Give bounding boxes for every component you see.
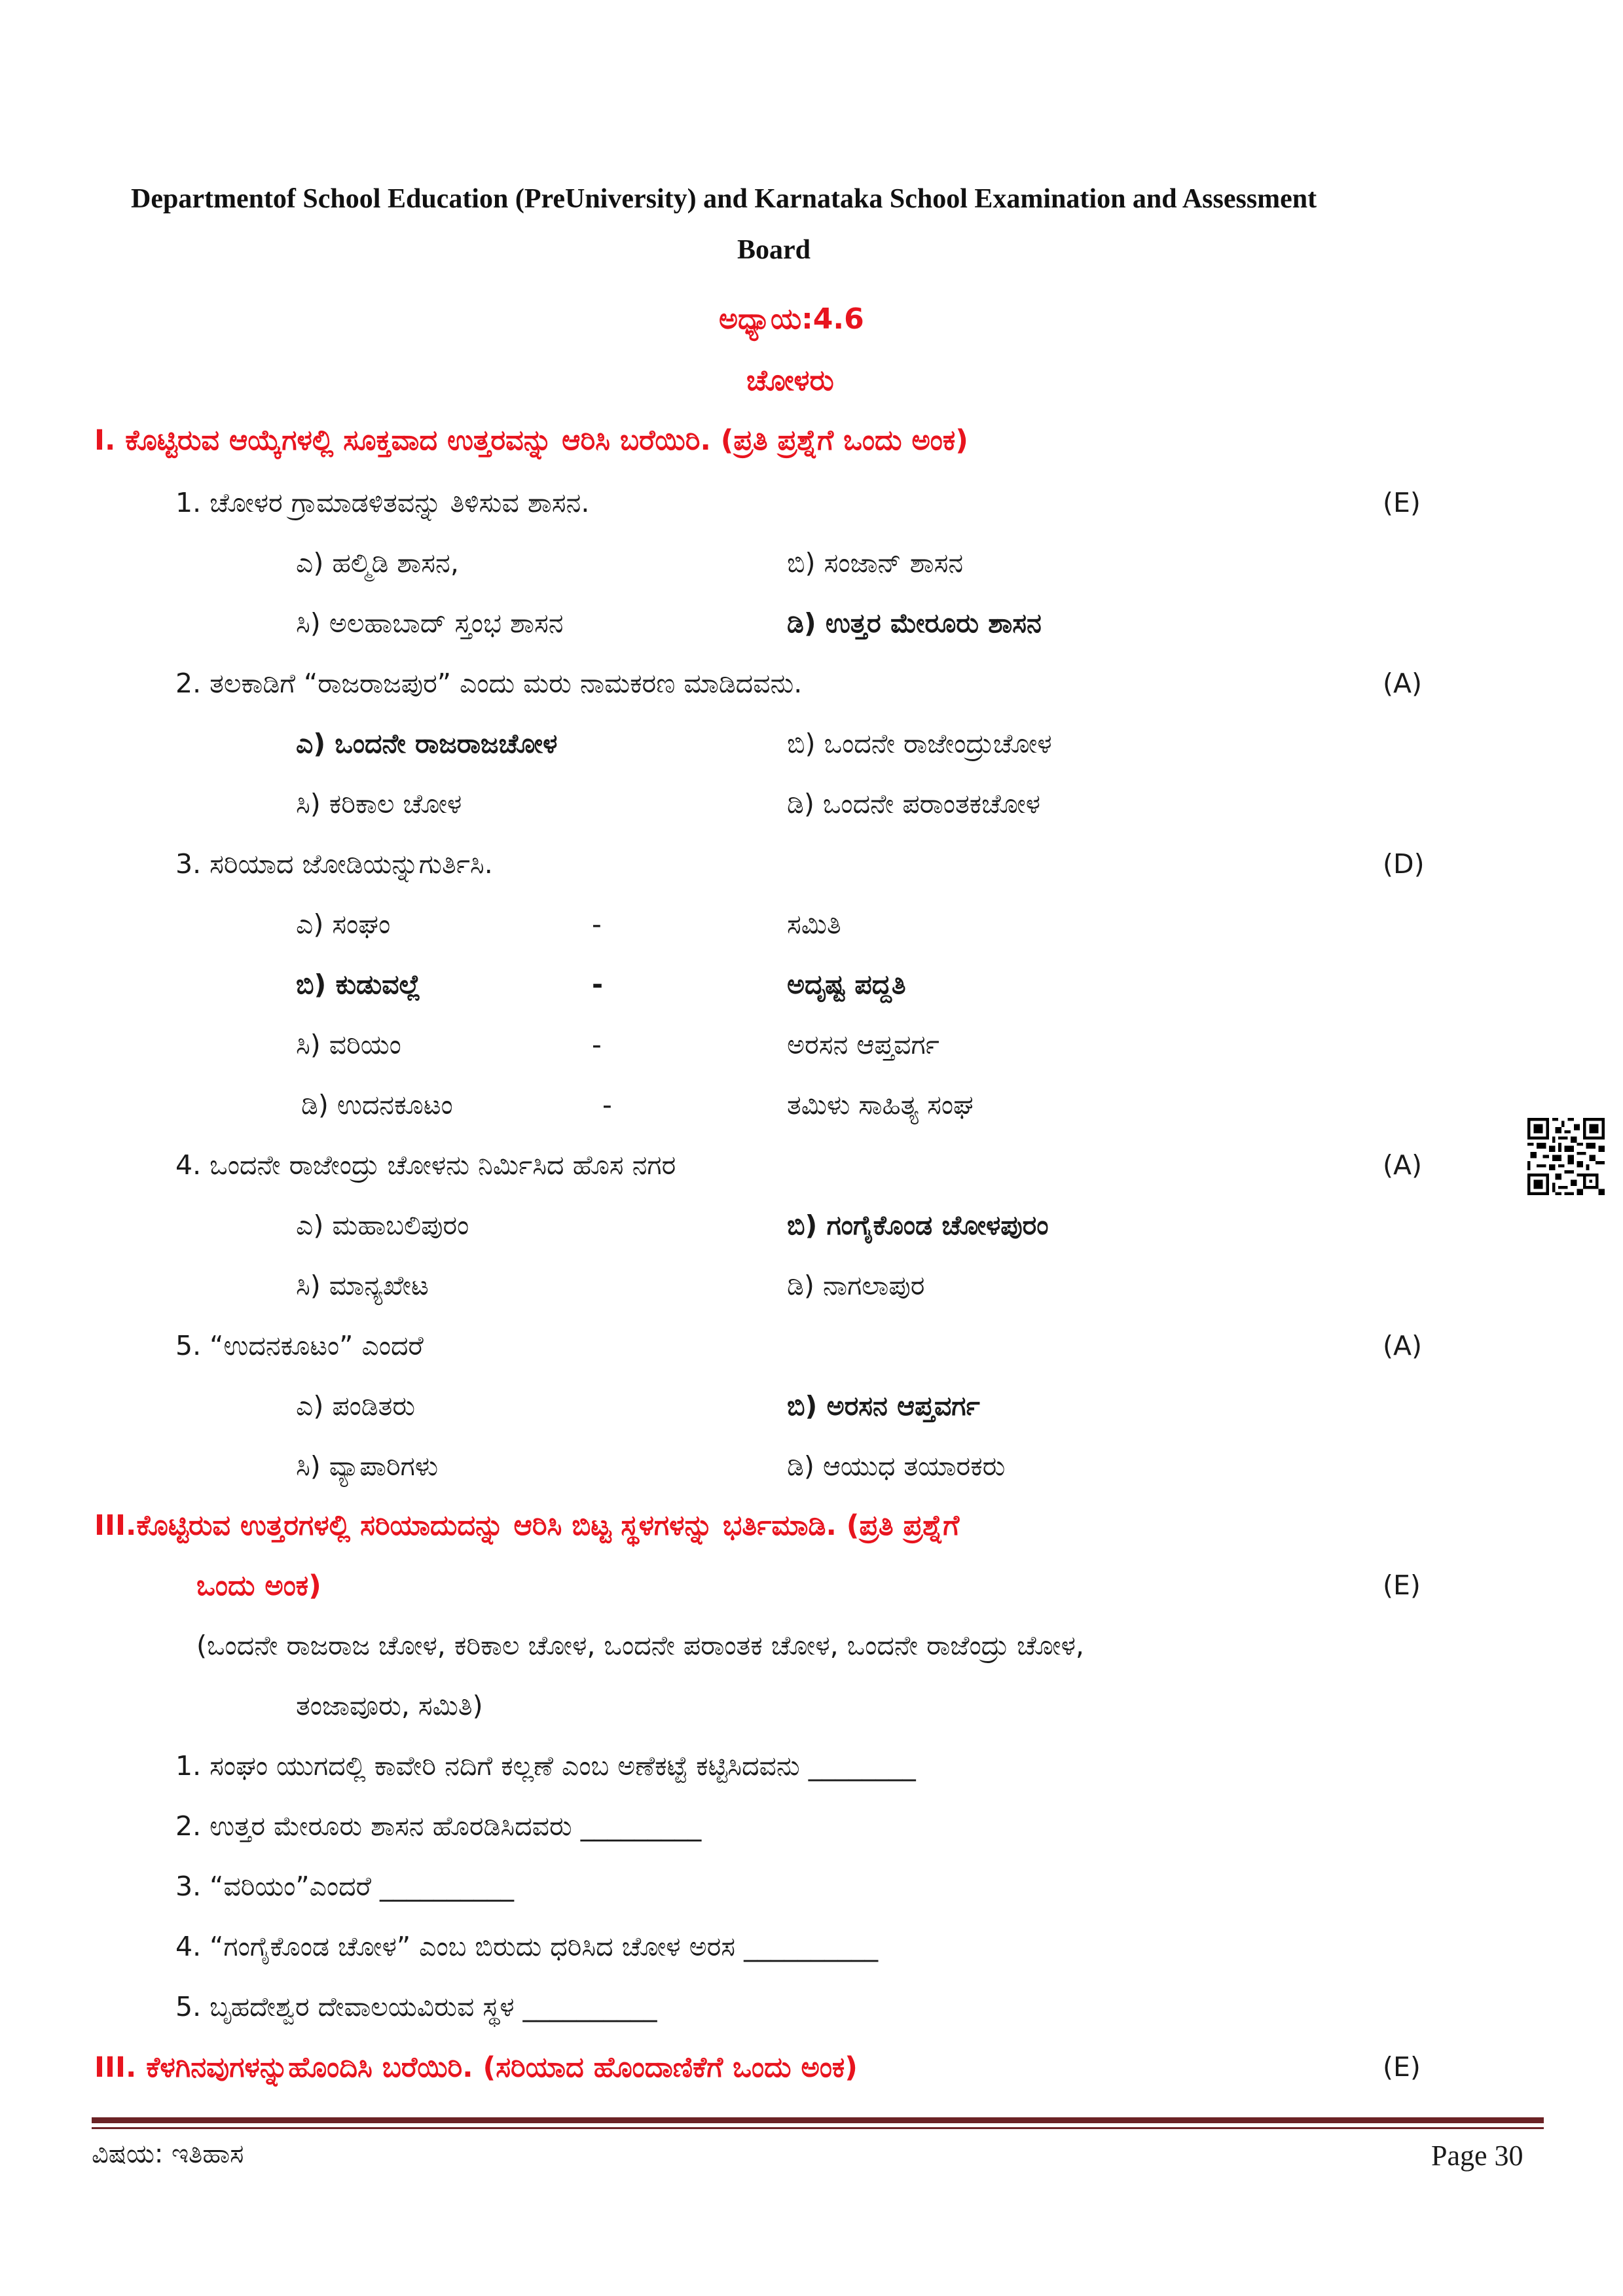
question-4-tag: (A) (1383, 1149, 1423, 1181)
question-1-option-a: ಎ) ಹಲ್ಮಿಡಿ ಶಾಸನ, (296, 547, 459, 579)
question-4-option-b: ಬಿ) ಗಂಗೈಕೊಂಡ ಚೋಳಪುರಂ (787, 1210, 1049, 1241)
question-4-option-a: ಎ) ಮಹಾಬಲಿಪುರಂ (296, 1210, 469, 1241)
question-1-tag: (E) (1383, 487, 1421, 518)
question-3-tag: (D) (1383, 848, 1425, 880)
question-1-text: 1. ಚೋಳರ ಗ್ರಾಮಾಡಳಿತವನ್ನು ತಿಳಿಸುವ ಶಾಸನ. (175, 487, 590, 518)
pair-dash: - (592, 969, 604, 1000)
pair-right: ಸಮಿತಿ (787, 908, 841, 940)
pair-left: ಬಿ) ಕುಡುವಲ್ಲೆ (296, 969, 421, 1000)
fill-blank-item: 1. ಸಂಘಂ ಯುಗದಲ್ಲಿ ಕಾವೇರಿ ನದಿಗೆ ಕಲ್ಲಣೆ ಎಂಬ ಅಣೆಕಟ್ಟೆ ಕಟ್ಟಿಸಿದವನು ________ (175, 1750, 916, 1782)
section2-tag: (E) (1383, 1570, 1421, 1601)
question-2-option-c: ಸಿ) ಕರಿಕಾಲ ಚೋಳ (296, 788, 462, 819)
footer-page-number: Page 30 (1431, 2140, 1523, 2172)
question-3-text: 3. ಸರಿಯಾದ ಜೋಡಿಯನ್ನುಗುರ್ತಿಸಿ. (175, 848, 493, 880)
question-2-tag: (A) (1383, 668, 1423, 699)
board-title-line2: Board (737, 235, 811, 265)
pair-left: ಎ) ಸಂಘಂ (296, 908, 391, 940)
section2-options-line2: ತಂಜಾವೂರು, ಸಮಿತಿ) (296, 1690, 483, 1721)
pair-right: ಅರಸನ ಆಪ್ತವರ್ಗ (787, 1029, 939, 1060)
chapter-number: ಅಧ್ಯಾಯ:4.6 (719, 302, 864, 336)
section2-options-line1: (ಒಂದನೇ ರಾಜರಾಜ ಚೋಳ, ಕರಿಕಾಲ ಚೋಳ, ಒಂದನೇ ಪರಾಂತಕ ಚೋಳ, ಒಂದನೇ ರಾಜೆಂದ್ರು ಚೋಳ, (196, 1630, 1084, 1661)
question-5-option-c: ಸಿ) ವ್ಯಾಪಾರಿಗಳು (296, 1450, 439, 1482)
question-4-option-d: ಡಿ) ನಾಗಲಾಪುರ (787, 1270, 925, 1301)
question-4-option-c: ಸಿ) ಮಾನ್ಯಖೇಟ (296, 1270, 429, 1301)
fill-blank-item: 5. ಬೃಹದೇಶ್ವರ ದೇವಾಲಯವಿರುವ ಸ್ಥಳ __________ (175, 1991, 657, 2022)
footer-subject: ವಿಷಯ: ಇತಿಹಾಸ (92, 2139, 244, 2169)
question-2-option-b: ಬಿ) ಒಂದನೇ ರಾಜೇಂದ್ರುಚೋಳ (787, 728, 1052, 759)
question-4-text: 4. ಒಂದನೇ ರಾಜೇಂದ್ರು ಚೋಳನು ನಿರ್ಮಿಸಿದ ಹೊಸ ನಗರ (175, 1149, 676, 1181)
footer-rule-thick (92, 2117, 1544, 2123)
fill-blank-item: 2. ಉತ್ತರ ಮೇರೂರು ಶಾಸನ ಹೊರಡಿಸಿದವರು _________ (175, 1810, 702, 1842)
question-5-text: 5. “ಉದನಕೂಟಂ” ಎಂದರೆ (175, 1330, 424, 1361)
section3-tag: (E) (1383, 2051, 1421, 2083)
section2-heading-line2: ಒಂದು ಅಂಕ) (196, 1570, 321, 1602)
section3-heading: III. ಕೆಳಗಿನವುಗಳನ್ನುಹೊಂದಿಸಿ ಬರೆಯಿರಿ. (ಸರಿಯಾದ ಹೊಂದಾಣಿಕೆಗೆ ಒಂದು ಅಂಕ) (94, 2051, 858, 2084)
fill-blank-item: 3. “ವರಿಯಂ”ಎಂದರೆ __________ (175, 1871, 515, 1902)
question-5-option-b: ಬಿ) ಅರಸನ ಆಪ್ತವರ್ಗ (787, 1390, 980, 1422)
pair-dash: - (592, 908, 602, 940)
question-5-tag: (A) (1383, 1330, 1423, 1361)
question-5-option-a: ಎ) ಪಂಡಿತರು (296, 1390, 416, 1422)
qr-code-icon (1527, 1118, 1605, 1195)
board-title-line1: Departmentof School Education (PreUniversity) and Karnataka School Examination and Assessment (131, 184, 1317, 214)
fill-blank-item: 4. “ಗಂಗೈಕೊಂಡ ಚೋಳ” ಎಂಬ ಬಿರುದು ಧರಿಸಿದ ಚೋಳ ಅರಸ __________ (175, 1931, 879, 1962)
pair-left: ಸಿ) ವರಿಯಂ (296, 1029, 401, 1060)
question-5-option-d: ಡಿ) ಆಯುಧ ತಯಾರಕರು (787, 1450, 1006, 1482)
section2-heading-line1: III.ಕೊಟ್ಟಿರುವ ಉತ್ತರಗಳಲ್ಲಿ ಸರಿಯಾದುದನ್ನು ಆರಿಸಿ ಬಿಟ್ಟ ಸ್ಥಳಗಳನ್ನು ಭರ್ತಿಮಾಡಿ. (ಪ್ರತಿ ಪ್ರಶ್ನೆಗೆ (94, 1509, 960, 1542)
question-2-text: 2. ತಲಕಾಡಿಗೆ “ರಾಜರಾಜಪುರ” ಎಂದು ಮರು ನಾಮಕರಣ ಮಾಡಿದವನು. (175, 668, 803, 699)
footer-rule-thin (92, 2127, 1544, 2129)
pair-dash: - (592, 1029, 602, 1060)
pair-left: ಡಿ) ಉದನಕೂಟಂ (301, 1089, 453, 1121)
pair-right: ತಮಿಳು ಸಾಹಿತ್ಯ ಸಂಘ (787, 1089, 974, 1121)
chapter-title: ಚೋಳರು (746, 364, 834, 397)
question-1-option-b: ಬಿ) ಸಂಜಾನ್ ಶಾಸನ (787, 547, 964, 579)
section1-heading: I. ಕೊಟ್ಟಿರುವ ಆಯ್ಕೆಗಳಲ್ಲಿ ಸೂಕ್ತವಾದ ಉತ್ತರವನ್ನು ಆರಿಸಿ ಬರೆಯಿರಿ. (ಪ್ರತಿ ಪ್ರಶ್ನೆಗೆ ಒಂದು ಅಂಕ) (94, 424, 968, 457)
question-1-option-c: ಸಿ) ಅಲಹಾಬಾದ್ ಸ್ತಂಭ ಶಾಸನ (296, 607, 564, 639)
question-2-option-a: ಎ) ಒಂದನೇ ರಾಜರಾಜಚೋಳ (296, 728, 558, 759)
question-1-option-d: ಡಿ) ಉತ್ತರ ಮೇರೂರು ಶಾಸನ (787, 607, 1042, 639)
pair-right: ಅದೃಷ್ಟ ಪದ್ದತಿ (787, 969, 906, 1000)
pair-dash: - (602, 1089, 612, 1121)
question-2-option-d: ಡಿ) ಒಂದನೇ ಪರಾಂತಕಚೋಳ (787, 788, 1040, 819)
